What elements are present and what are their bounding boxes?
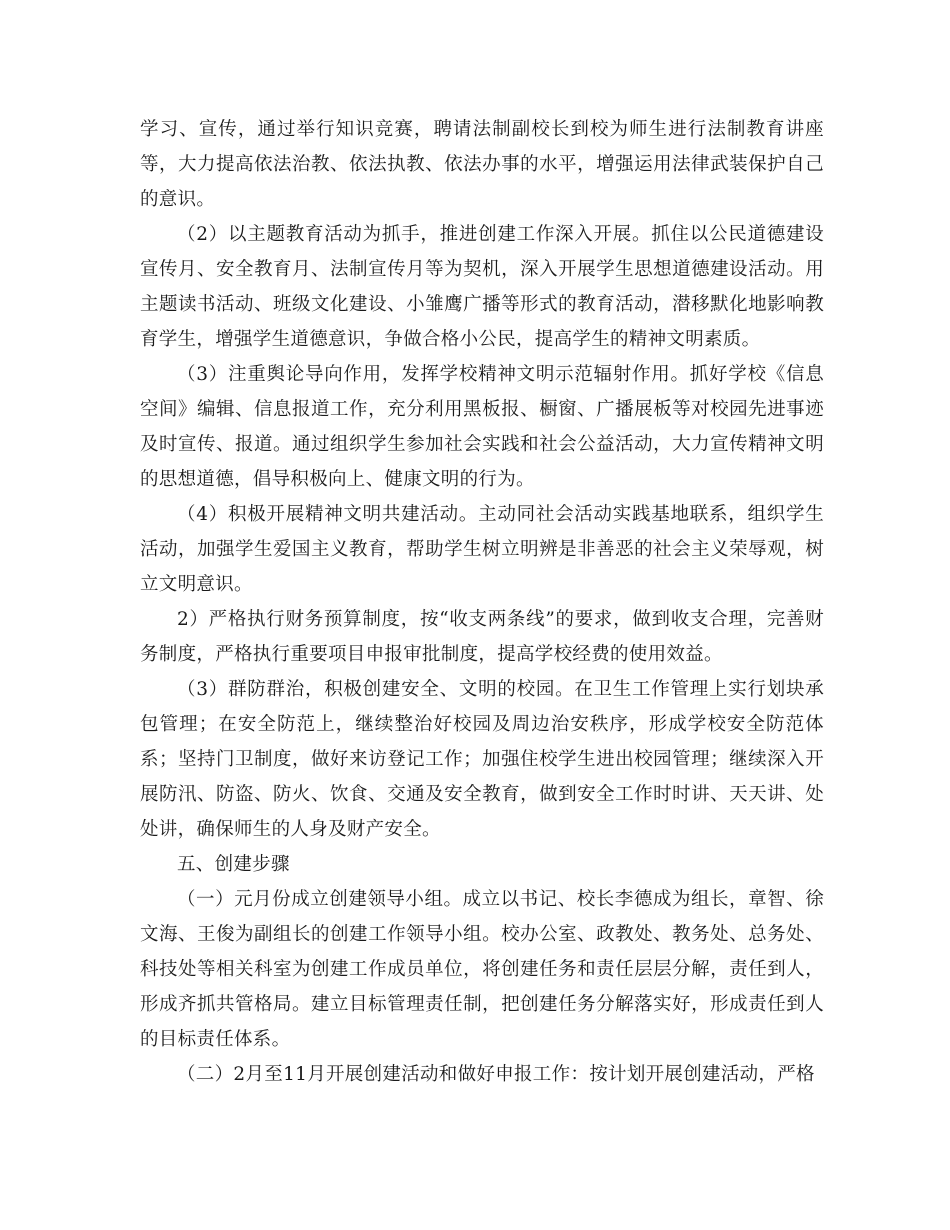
paragraph-step-one: （一）元月份成立创建领导小组。成立以书记、校长李德成为组长，章智、徐文海、王俊为副组长的创建工作领导小组。校办公室、政教处、教务处、总务处、科技处等相关科室为创建工作成员单位，将创建任务和责任层层分解，责任到人，形成齐抓共管格局。建立目标管理责任制，把创建任务分解落实好，形成责任到人的目标责任体系。 — [140, 889, 824, 1050]
paragraph-continuation: 学习、宣传，通过举行知识竞赛，聘请法制副校长到校为师生进行法制教育讲座等，大力提高依法治教、依法执教、依法办事的水平，增强运用法律武装保护自己的意识。 — [140, 119, 824, 210]
paragraph-safety: （3）群防群治，积极创建安全、文明的校园。在卫生工作管理上实行划块承包管理；在安全防范上，继续整治好校园及周边治安秩序，形成学校安全防范体系；坚持门卫制度，做好来访登记工作；加强住校学生进出校园管理；继续深入开展防汛、防盗、防火、饮食、交通及安全教育，做到安全工作时时讲、天天讲、处处讲，确保师生的人身及财产安全。 — [140, 679, 824, 840]
paragraph-step-two: （二）2月至11月开展创建活动和做好申报工作：按计划开展创建活动，严格 — [177, 1064, 815, 1085]
paragraph-theme-education: （2）以主题教育活动为抓手，推进创建工作深入开展。抓住以公民道德建设宣传月、安全教育月、法制宣传月等为契机，深入开展学生思想道德建设活动。用主题读书活动、班级文化建设、小雏鹰广播等形式的教育活动，潜移默化地影响教育学生，增强学生道德意识，争做合格小公民，提高学生的精神文明素质。 — [140, 224, 824, 350]
paragraph-joint-building: （4）积极开展精神文明共建活动。主动同社会活动实践基地联系，组织学生活动，加强学生爱国主义教育，帮助学生树立明辨是非善恶的社会主义荣辱观，树立文明意识。 — [140, 504, 824, 595]
paragraph-public-opinion: （3）注重舆论导向作用，发挥学校精神文明示范辐射作用。抓好学校《信息空间》编辑、信息报道工作，充分利用黑板报、橱窗、广播展板等对校园先进事迹及时宣传、报道。通过组织学生参加社会实践和社会公益活动，大力宣传精神文明的思想道德，倡导积极向上、健康文明的行为。 — [140, 364, 824, 490]
document-body — [140, 112, 824, 1092]
section-heading-steps: 五、创建步骤 — [177, 854, 290, 875]
paragraph-finance: 2）严格执行财务预算制度，按“收支两条线”的要求，做到收支合理，完善财务制度，严格执行重要项目申报审批制度，提高学校经费的使用效益。 — [140, 609, 824, 665]
